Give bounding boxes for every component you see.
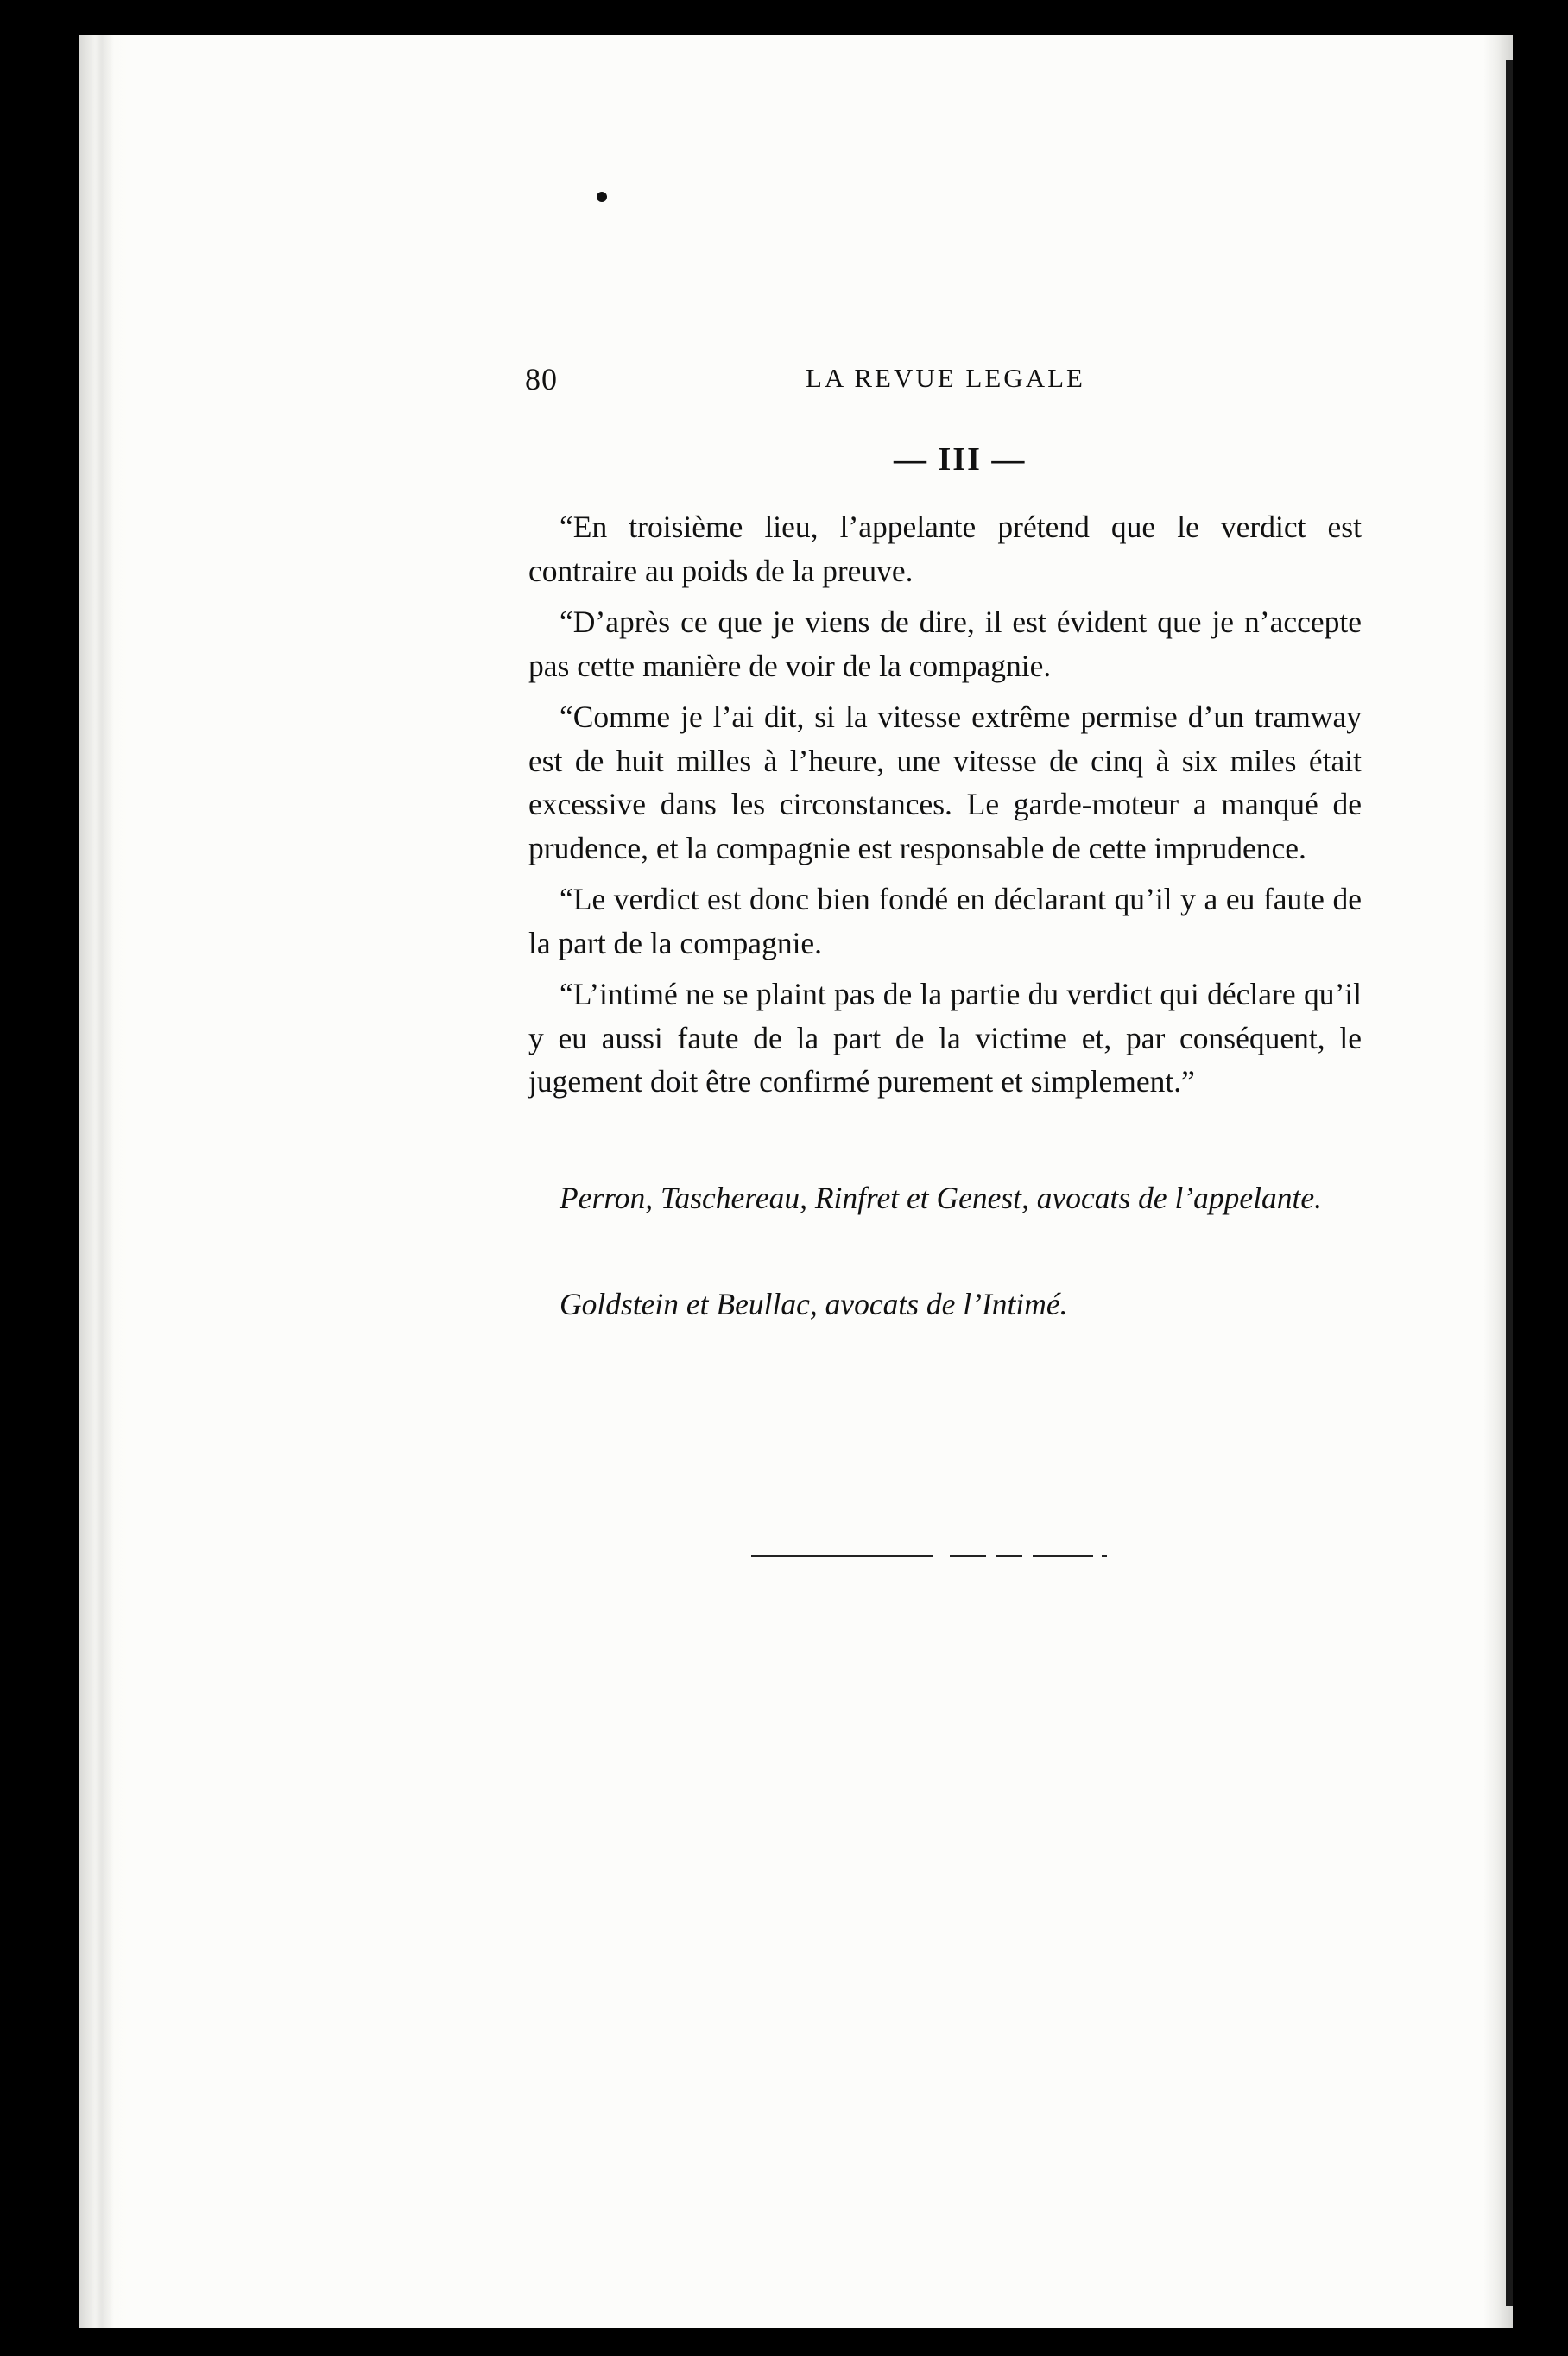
end-rule	[751, 1555, 1114, 1560]
ink-mark	[597, 192, 607, 202]
paragraph: “Le verdict est donc bien fondé en déclarant qu’il y a eu faute de la part de la compagnie.	[528, 882, 1362, 960]
running-head	[525, 361, 1440, 404]
section-heading: — III —	[894, 441, 1027, 478]
paragraph: “Comme je l’ai dit, si la vitesse extrême permise d’un tramway est de huit milles à l’heure, une vitesse de cinq à six miles était excessive dans les circonstances. Le garde-moteur a manqué de prudence, et la compagnie est responsable de cette imprudence.	[528, 700, 1362, 865]
paragraph: “L’intimé ne se plaint pas de la partie du verdict qui déclare qu’il y eu aussi faute de la part de la victime et, par conséquent, le jugement doit être confirmé purement et simplement.”	[528, 977, 1362, 1099]
counsel-appellant-text: Perron, Taschereau, Rinfret et Genest, avocats de l’appelante.	[560, 1181, 1323, 1215]
body-text	[528, 505, 1362, 1112]
journal-title: LA REVUE LEGALE	[806, 363, 1085, 393]
page-gutter-shadow	[79, 35, 131, 2328]
paragraph: “En troisième lieu, l’appelante prétend que le verdict est contraire au poids de la preuve.	[528, 510, 1362, 588]
adjacent-page-edge	[1506, 60, 1513, 2306]
paragraph: “D’après ce que je viens de dire, il est évident que je n’accepte pas cette manière de voir de la compagnie.	[528, 605, 1362, 683]
counsel-appellant	[528, 1176, 1362, 1219]
counsel-respondent: Goldstein et Beullac, avocats de l’Intimé.	[560, 1287, 1068, 1321]
page-number: 80	[525, 362, 558, 396]
